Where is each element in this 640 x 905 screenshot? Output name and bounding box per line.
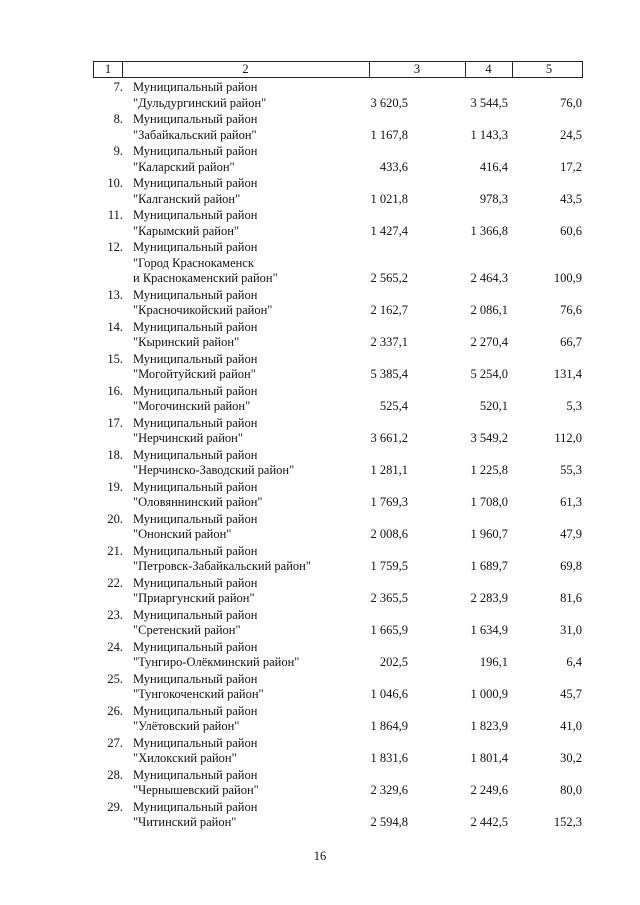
row-name-line: Муниципальный район [133, 447, 258, 462]
row-number: 15. [107, 351, 123, 366]
row-number: 12. [107, 240, 123, 254]
value-col-3: 1 831,6 [370, 751, 408, 765]
row-number: 28. [107, 767, 123, 782]
table-row [0, 208, 640, 239]
value-col-5: 80,0 [560, 783, 582, 797]
row-name-line: "Забайкальский район" [133, 127, 257, 142]
row-name-line: "Читинский район" [133, 815, 237, 829]
row-number: 25. [107, 671, 123, 686]
header-col-1: 1 [94, 62, 123, 77]
row-number: 10. [107, 176, 123, 190]
value-col-4: 3 549,2 [470, 431, 508, 445]
row-name-line: "Калганский район" [133, 191, 241, 206]
value-col-4: 196,1 [479, 655, 508, 669]
value-col-3: 1 281,1 [370, 463, 408, 477]
row-name-line: "Могочинский район" [133, 399, 251, 413]
value-col-5: 47,9 [560, 527, 582, 541]
row-name-line: "Нерчинский район" [133, 431, 243, 445]
value-col-4: 5 254,0 [470, 367, 508, 381]
value-col-5: 45,7 [560, 687, 582, 701]
row-name-line: "Чернышевский район" [133, 783, 259, 797]
value-col-4: 3 544,5 [470, 95, 508, 110]
table-row [0, 112, 640, 143]
value-col-4: 416,4 [479, 159, 508, 174]
value-col-5: 6,4 [566, 655, 582, 669]
row-number: 23. [107, 607, 123, 622]
value-col-5: 43,5 [560, 191, 582, 206]
row-number: 26. [107, 703, 123, 718]
value-col-5: 55,3 [560, 463, 582, 477]
value-col-4: 1 801,4 [470, 751, 508, 765]
row-name-line: Муниципальный район [133, 607, 258, 622]
row-number: 16. [107, 383, 123, 398]
row-name-line: Муниципальный район [133, 415, 258, 430]
row-number: 11. [107, 208, 123, 222]
row-name-line: "Хилокский район" [133, 751, 237, 765]
row-name-line: Муниципальный район [133, 479, 258, 494]
row-name-line: "Могойтуйский район" [133, 367, 256, 381]
row-number: 22. [107, 575, 123, 590]
row-name-line: Муниципальный район [133, 639, 258, 654]
table-row [0, 608, 640, 639]
value-col-3: 1 769,3 [370, 495, 408, 509]
value-col-3: 2 337,1 [370, 335, 408, 349]
row-name-line: "Кыринский район" [133, 335, 240, 349]
value-col-4: 1 000,9 [470, 687, 508, 701]
value-col-3: 1 167,8 [370, 127, 408, 142]
value-col-3: 2 008,6 [370, 527, 408, 541]
value-col-5: 5,3 [566, 399, 582, 413]
row-name-line: Муниципальный район [133, 735, 258, 750]
value-col-4: 1 823,9 [470, 719, 508, 733]
row-name-line: Муниципальный район [133, 319, 258, 334]
row-name-line: Муниципальный район [133, 176, 258, 190]
row-name-line: Муниципальный район [133, 383, 258, 398]
table-row [0, 144, 640, 175]
table-row [0, 480, 640, 511]
table-row [0, 704, 640, 735]
value-col-4: 1 634,9 [470, 623, 508, 637]
table-row [0, 448, 640, 479]
value-col-4: 978,3 [479, 191, 508, 206]
value-col-5: 131,4 [553, 367, 582, 381]
table-row [0, 80, 640, 111]
value-col-4: 2 270,4 [470, 335, 508, 349]
table-row [0, 640, 640, 671]
row-name-line: Муниципальный район [133, 767, 258, 782]
value-col-4: 1 143,3 [470, 127, 508, 142]
value-col-3: 2 329,6 [370, 783, 408, 797]
row-number: 29. [107, 799, 123, 814]
row-name-line: "Красночикойский район" [133, 303, 273, 317]
row-name-line: Муниципальный район [133, 575, 258, 590]
value-col-4: 2 442,5 [470, 815, 508, 829]
value-col-5: 69,8 [560, 559, 582, 573]
row-name-line: "Карымский район" [133, 223, 240, 238]
row-name-line: Муниципальный район [133, 703, 258, 718]
table-row [0, 320, 640, 351]
row-name-line: и Краснокаменский район" [133, 271, 278, 285]
value-col-5: 81,6 [560, 591, 582, 605]
value-col-3: 2 565,2 [370, 271, 408, 285]
value-col-5: 112,0 [554, 431, 582, 445]
value-col-3: 1 046,6 [370, 687, 408, 701]
table-row [0, 768, 640, 799]
value-col-3: 1 427,4 [370, 223, 408, 238]
header-col-3: 3 [369, 62, 466, 77]
row-number: 14. [107, 319, 123, 334]
table-header [93, 61, 583, 78]
table-row [0, 240, 640, 287]
row-number: 24. [107, 639, 123, 654]
row-number: 27. [107, 735, 123, 750]
value-col-5: 76,0 [560, 95, 582, 110]
row-name-line: "Оловяннинский район" [133, 495, 263, 509]
table-row [0, 800, 640, 831]
header-col-2: 2 [122, 62, 370, 77]
value-col-5: 30,2 [560, 751, 582, 765]
value-col-5: 152,3 [553, 815, 582, 829]
value-col-5: 60,6 [560, 223, 582, 238]
row-name-line: Муниципальный район [133, 287, 258, 302]
value-col-4: 1 225,8 [470, 463, 508, 477]
header-col-5: 5 [512, 62, 585, 77]
value-col-3: 1 665,9 [370, 623, 408, 637]
table-row [0, 672, 640, 703]
row-name-line: Муниципальный район [133, 543, 258, 558]
row-name-line: "Сретенский район" [133, 623, 241, 637]
value-col-3: 2 365,5 [370, 591, 408, 605]
value-col-4: 1 708,0 [470, 495, 508, 509]
row-number: 8. [113, 112, 123, 126]
row-number: 17. [107, 415, 123, 430]
row-name-line: "Петровск-Забайкальский район" [133, 559, 311, 573]
row-number: 9. [113, 144, 123, 158]
value-col-3: 433,6 [379, 159, 408, 174]
value-col-3: 525,4 [379, 399, 408, 413]
table-row [0, 176, 640, 207]
row-number: 19. [107, 479, 123, 494]
value-col-3: 1 864,9 [370, 719, 408, 733]
value-col-4: 2 086,1 [470, 303, 508, 317]
table-row [0, 352, 640, 383]
table-row [0, 544, 640, 575]
value-col-3: 2 594,8 [370, 815, 408, 829]
value-col-5: 31,0 [560, 623, 582, 637]
row-name-line: "Тунгиро-Олёкминский район" [133, 655, 300, 669]
row-name-line: "Ононский район" [133, 527, 232, 541]
value-col-4: 1 960,7 [470, 527, 508, 541]
table-row [0, 288, 640, 319]
row-name-line: Муниципальный район [133, 799, 258, 814]
value-col-3: 1 021,8 [370, 191, 408, 206]
row-name-line: "Город Краснокаменск [133, 255, 254, 270]
table-row [0, 736, 640, 767]
value-col-3: 5 385,4 [370, 367, 408, 381]
row-name-line: Муниципальный район [133, 351, 258, 366]
row-name-line: "Приаргунский район" [133, 591, 255, 605]
row-name-line: Муниципальный район [133, 671, 258, 686]
value-col-4: 520,1 [479, 399, 508, 413]
row-name-line: "Улётовский район" [133, 719, 240, 733]
value-col-3: 2 162,7 [370, 303, 408, 317]
value-col-5: 24,5 [560, 127, 582, 142]
row-name-line: Муниципальный район [133, 511, 258, 526]
row-name-line: "Тунгокоченский район" [133, 687, 264, 701]
value-col-4: 1 689,7 [470, 559, 508, 573]
row-name-line: "Каларский район" [133, 159, 235, 174]
table-row [0, 576, 640, 607]
page-number: 16 [313, 849, 327, 863]
table-row [0, 416, 640, 447]
value-col-4: 2 283,9 [470, 591, 508, 605]
row-name-line: Муниципальный район [133, 112, 258, 126]
value-col-3: 3 661,2 [370, 431, 408, 445]
row-name-line: "Нерчинско-Заводский район" [133, 463, 295, 477]
row-number: 20. [107, 511, 123, 526]
row-name-line: Муниципальный район [133, 80, 258, 94]
value-col-5: 17,2 [560, 159, 582, 174]
row-name-line: Муниципальный район [133, 208, 258, 222]
row-number: 13. [107, 287, 123, 302]
row-number: 7. [113, 80, 123, 94]
value-col-4: 1 366,8 [470, 223, 508, 238]
value-col-5: 41,0 [560, 719, 582, 733]
row-name-line: "Дульдургинский район" [133, 95, 267, 110]
value-col-3: 1 759,5 [370, 559, 408, 573]
value-col-3: 3 620,5 [370, 95, 408, 110]
row-name-line: Муниципальный район [133, 240, 258, 254]
header-col-4: 4 [465, 62, 513, 77]
value-col-3: 202,5 [379, 655, 408, 669]
table-row [0, 384, 640, 415]
value-col-5: 61,3 [560, 495, 582, 509]
value-col-5: 100,9 [553, 271, 582, 285]
row-number: 21. [107, 543, 123, 558]
table-row [0, 512, 640, 543]
value-col-5: 76,6 [560, 303, 582, 317]
value-col-4: 2 464,3 [470, 271, 508, 285]
row-name-line: Муниципальный район [133, 144, 258, 158]
row-number: 18. [107, 447, 123, 462]
value-col-4: 2 249,6 [470, 783, 508, 797]
value-col-5: 66,7 [560, 335, 582, 349]
